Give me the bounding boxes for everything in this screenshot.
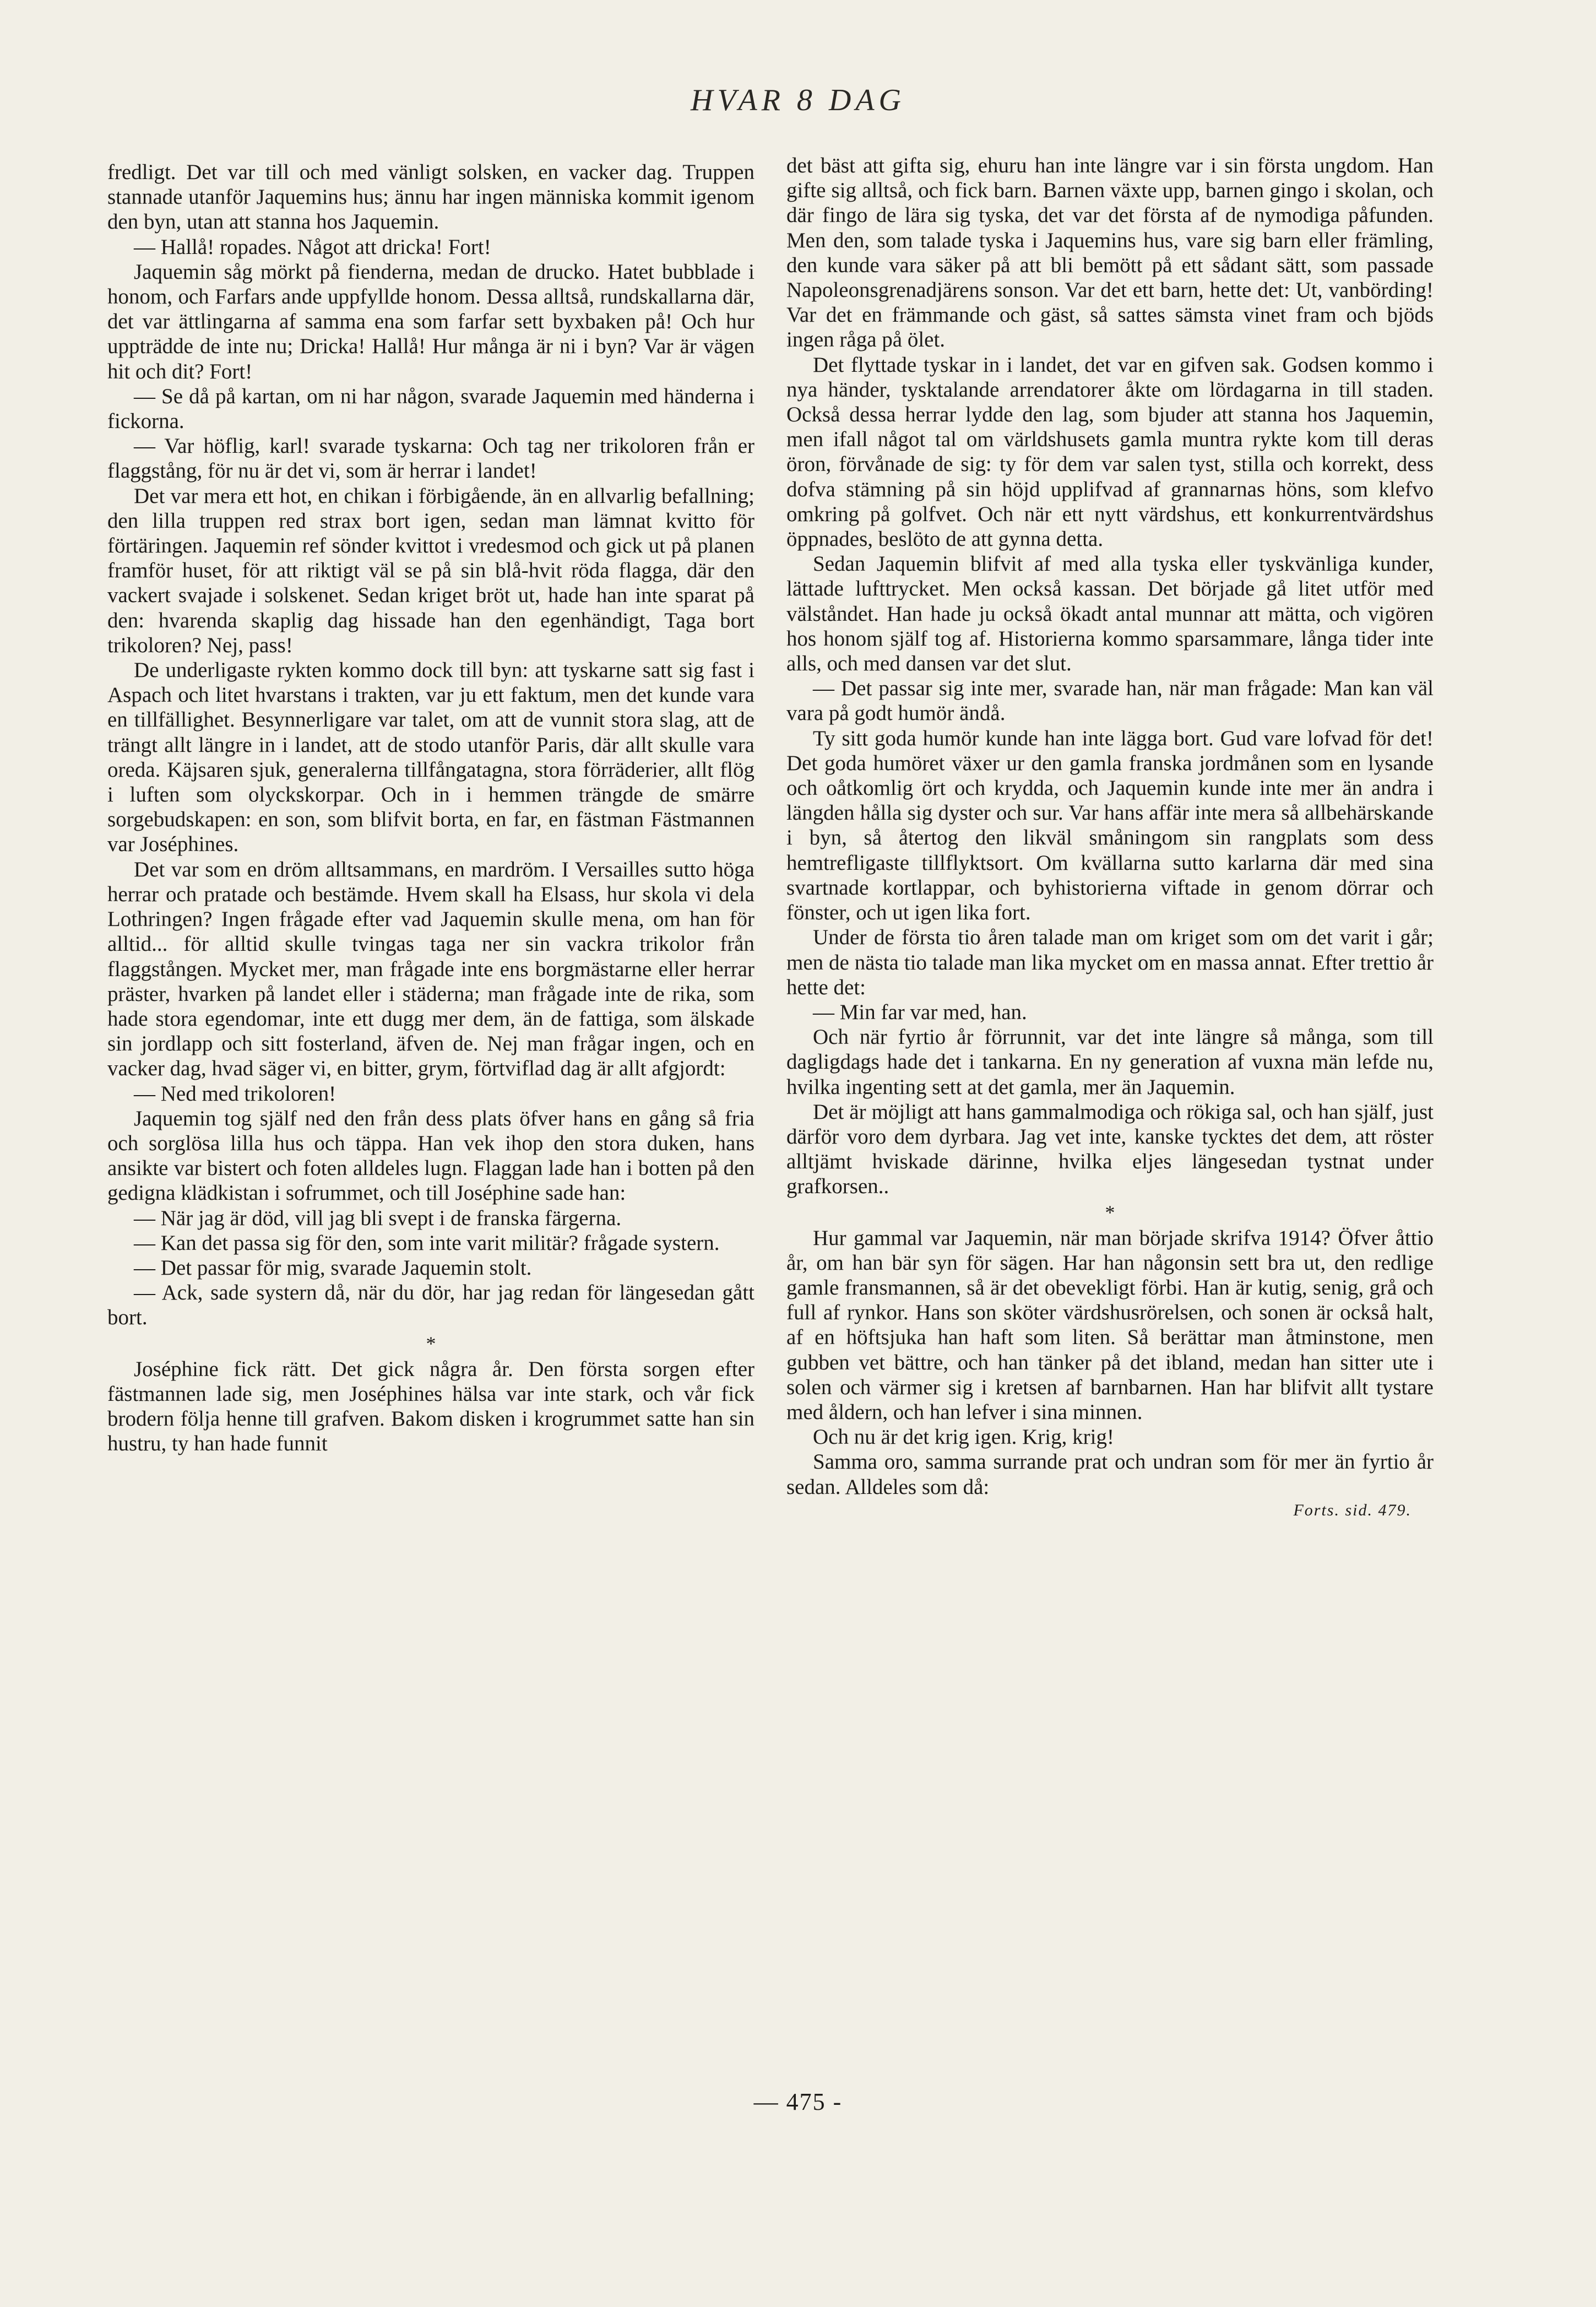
paragraph: — Det passar för mig, svarade Jaquemin stolt. [134, 1255, 532, 1280]
running-header: HVAR 8 DAG [691, 83, 905, 117]
paragraph: Jaquemin såg mörkt på fienderna, medan de drucko. Hatet bubblade i honom, och Farfars ande uppfyllde honom. Dessa alltså, rundskallarna där, det var ättlingarna af samma ena som farfar sett byxbaken på! Och hur uppträdde de inte nu; Dricka! Hallå! Hur många är ni i byn? Var är vägen hit och dit? Fort! [107, 259, 754, 383]
paragraph: — Var höflig, karl! svarade tyskarna: Och tag ner trikoloren från er flaggstång, för nu är det vi, som är herrar i landet! [107, 434, 754, 483]
paragraph: Det var mera ett hot, en chikan i förbigående, än en allvarlig befallning; den lilla truppen red strax bort igen, sedan man lämnat kvitto för förtäringen. Jaquemin ref sönder kvittot i vredesmod och gick ut på planen framför huset, för att riktigt väl se på sin blå-hvit röda flagga, där den vackert svajade i solskenet. Sedan kriget bröt ut, hade han inte sparat på den: hvarenda skaplig dag hissade han den egenhändigt, Taga bort trikoloren? Nej, pass! [107, 484, 754, 657]
paragraph: Det flyttade tyskar in i landet, det var en gifven sak. Godsen kommo i nya händer, tysktalande arrendatorer åkte om lördagarna in till staden. Också dessa herrar lydde den lag, som bjuder att stanna hos Jaquemin, men ifall något tal om världshusets gamla muntra rykte kom till deras öron, förvånade de sig: ty för dem var salen tyst, stilla och korrekt, dess dofva stämning på sin höjd upplifvad af grannarnas höns, som klefvo omkring på golfvet. Och när ett nytt värdshus, ett konkurrentvärdshus öppnades, beslöto de att gynna detta. [786, 353, 1434, 551]
right-column [786, 153, 1434, 1521]
paragraph: — Det passar sig inte mer, svarade han, när man frågade: Man kan väl vara på godt humör ändå. [786, 676, 1434, 725]
paragraph: — När jag är död, vill jag bli svept i de franska färgerna. [134, 1206, 622, 1230]
paragraph: — Hallå! ropades. Något att dricka! Fort! [134, 235, 491, 259]
continuation-note: Forts. sid. 479. [1293, 1501, 1412, 1519]
page-number: — 475 - [753, 2088, 843, 2115]
paragraph: Det var som en dröm alltsammans, en mardröm. I Versailles sutto höga herrar och pratade och bestämde. Hvem skall ha Elsass, hur skola vi dela Lothringen? Ingen frågade efter vad Jaquemin skulle mena, om han för alltid... för alltid skulle tvingas taga ner sin vackra trikolor från flaggstången. Mycket mer, man frågade inte ens borgmästarne eller herrar präster, hvarken på landet eller i städerna; man frågade inte de rika, som hade stora egendomar, inte ett dugg mer dem, än de fattiga, som älskade sin jordlapp och sitt fosterland, äfven de. Nej man frågar ingen, och en vacker dag, hvad säger vi, en bitter, grym, förtviflad dag är allt afgjordt: [107, 857, 754, 1081]
paragraph: fredligt. Det var till och med vänligt solsken, en vacker dag. Truppen stannade utanför Jaquemins hus; ännu har ingen människa kommit igenom den byn, utan att stanna hos Jaquemin. [107, 160, 754, 234]
paragraph: Under de första tio åren talade man om kriget som om det varit i går; men de nästa tio talade man lika mycket om en massa annat. Efter trettio år hette det: [786, 925, 1434, 999]
paragraph: Jaquemin tog själf ned den från dess plats öfver hans en gång så fria och sorglösa lilla hus och täppa. Han vek ihop den stora duken, hans ansikte var bistert och foten alldeles lugn. Flaggan lade han i botten på den gedigna klädkistan i sofrummet, och till Joséphine sade han: [107, 1106, 754, 1205]
paragraph: Ty sitt goda humör kunde han inte lägga bort. Gud vare lofvad för det! Det goda humöret växer ur den gamla franska jordmånen som en lysande och oåtkomlig ört och krydda, och Jaquemin kunde inte mer än andra i längden hålla sig dyster och sur. Var hans affär inte mera så allbehärskande i byn, så återtog den likväl småningom sin rangplats som dess hemtrefligaste tillflyktsort. Om kvällarna sutto karlarna där med sina svartnade kortlappar, och byhistorierna viftade in genom dörrar och fönster, och ut igen lika fort. [786, 726, 1434, 925]
paragraph: det bäst att gifta sig, ehuru han inte längre var i sin första ungdom. Han gifte sig alltså, och fick barn. Barnen växte upp, barnen gingo i skolan, och där fingo de lära sig tyska, det var det första af de nymodiga påfunden. Men den, som talade tyska i Jaquemins hus, vare sig barn eller främling, den kunde vara säker på att bli bemött på ett sådant sätt, som passade Napoleonsgrenadjärens sonson. Var det ett barn, hette det: Ut, vanbörding! Var det en främmande och gäst, så sattes sämsta vinet fram och bjöds ingen råga på ölet. [786, 154, 1434, 352]
paragraph: Det är möjligt att hans gammalmodiga och rökiga sal, och han själf, just därför voro dem dyrbara. Jag vet inte, kanske tycktes det dem, att röster alltjämt hviskade därinne, hvilka eljes längesedan tystnat under grafkorsen.. [786, 1100, 1434, 1199]
paragraph: — Min far var med, han. [813, 1000, 1027, 1024]
paragraph: — Kan det passa sig för den, som inte varit militär? frågade systern. [134, 1231, 720, 1255]
section-separator: * [1105, 1201, 1115, 1223]
paragraph: Hur gammal var Jaquemin, när man började skrifva 1914? Öfver åttio år, om han bär syn för sägen. Har han någonsin sett bra ut, den redlige gamle fransmannen, så är det obevekligt förbi. Han är kutig, senig, grå och full af rynkor. Hans son sköter värdshusrörelsen, och sonen är också halt, af en höftsjuka han haft som liten. Så berättar man åtminstone, men gubben vet bättre, och han tänker på det ibland, medan han sitter ute i solen och värmer sig i kretsen af barnbarnen. Han har blifvit allt tystare med åldern, och han lefver i sina minnen. [786, 1226, 1434, 1424]
paragraph: — Ack, sade systern då, när du dör, har jag redan för längesedan gått bort. [107, 1281, 754, 1330]
paragraph: — Se då på kartan, om ni har någon, svarade Jaquemin med händerna i fickorna. [107, 384, 754, 434]
paragraph: Och nu är det krig igen. Krig, krig! [813, 1425, 1114, 1449]
paragraph: Joséphine fick rätt. Det gick några år. Den första sorgen efter fästmannen lade sig, men Joséphines hälsa var inte stark, och vår fick brodern följa henne till grafven. Bakom disken i krogrummet satte han sin hustru, ty han hade funnit [107, 1357, 754, 1456]
section-separator: * [426, 1332, 436, 1355]
paragraph: Och när fyrtio år förrunnit, var det inte längre så många, som till dagligdags hade det i tankarna. En ny generation af vuxna män lefde nu, hvilka ingenting sett at det gamla, mer än Jaquemin. [786, 1025, 1434, 1099]
paragraph: De underligaste rykten kommo dock till byn: att tyskarne satt sig fast i Aspach och litet hvarstans i trakten, var ju ett faktum, men det kunde vara en tillfällighet. Besynnerligare var talet, om att de vunnit stora slag, att de trängt allt längre in i landet, att de stodo utanför Paris, där allt skulle vara oreda. Käjsaren sjuk, generalerna tillfångatagna, stora förräderier, allt flög i luften som olyckskorpar. Och in i hemmen trängde de smärre sorgebudskapen: en son, som blifvit borta, en far, en fästman Fästmannen var Joséphines. [107, 658, 754, 857]
paragraph: Sedan Jaquemin blifvit af med alla tyska eller tyskvänliga kunder, lättade lufttrycket. Men också kassan. Det började gå litet utför med välståndet. Han hade ju också ökadt antal munnar att mätta, och vigören hos honom själf tog af. Historierna kommo sparsammare, långa tider inte alls, och med dansen var det slut. [786, 552, 1434, 676]
left-column [107, 160, 754, 1456]
paragraph: — Ned med trikoloren! [134, 1081, 336, 1106]
paragraph: Samma oro, samma surrande prat och undran som för mer än fyrtio år sedan. Alldeles som då: [786, 1450, 1434, 1499]
